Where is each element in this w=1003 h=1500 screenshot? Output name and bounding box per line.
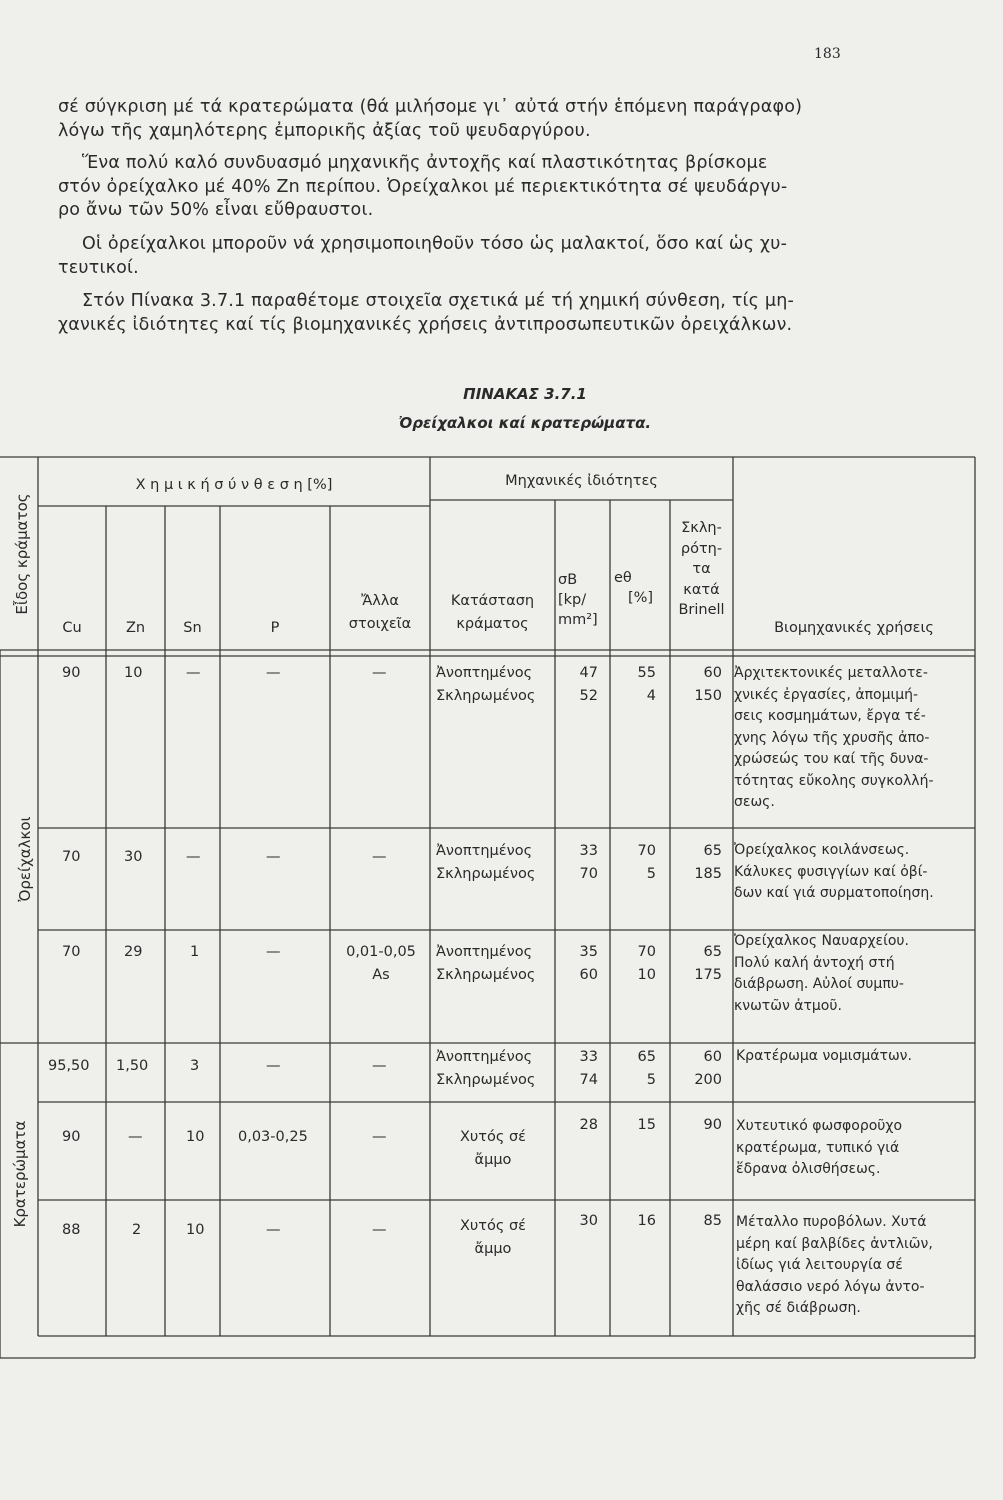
cell-sigma-line: 33 (579, 1049, 598, 1065)
cell-p: — (266, 1222, 281, 1238)
cell-elong (614, 840, 656, 885)
col-sigma-line: [kp/ (558, 592, 587, 608)
cell-elong-line: 4 (646, 687, 656, 704)
uses-line: Κάλυκες φυσιγγίων καί ὀβί- (734, 863, 928, 880)
paragraph (58, 96, 888, 143)
cell-cond (432, 1215, 554, 1260)
uses-line: Ἀρχιτεκτονικές μεταλλοτε- (734, 665, 928, 681)
cell-other: — (372, 1058, 387, 1074)
uses-line: ἕδρανα ὀλισθήσεως. (736, 1161, 881, 1177)
uses-line: διάβρωση. Αὐλοί συμπυ- (734, 976, 904, 992)
cell-hardness-line: 200 (694, 1071, 722, 1088)
col-sn: Sn (183, 620, 202, 636)
cell-cond-line: ἄμμο (474, 1151, 512, 1168)
cell-elong (614, 1046, 656, 1091)
table-title: ΠΙΝΑΚΑΣ 3.7.1 (463, 385, 587, 403)
cell-hardness (674, 840, 722, 885)
cell-hardness-line: 60 (703, 1049, 722, 1065)
uses-line: χρώσεώς του καί τῆς δυνα- (734, 751, 929, 767)
cell-other: — (372, 665, 387, 681)
cell-elong: 15 (637, 1117, 656, 1133)
col-other-line: Ἄλλα (361, 593, 399, 609)
uses-line: Ὀρείχαλκος Ναυαρχείου. (734, 933, 909, 949)
cell-zn: 30 (124, 849, 143, 865)
uses-line: Ὀρείχαλκος κοιλάνσεως. (734, 842, 910, 858)
col-hardness-line: Brinell (678, 602, 725, 618)
text-line: ρο ἄνω τῶν 50% εἶναι εὔθραυστοι. (58, 200, 374, 220)
cell-hardness-line: 150 (694, 687, 722, 704)
cell-cond (436, 840, 535, 885)
uses-line: χῆς σέ διάβρωση. (736, 1300, 861, 1316)
cell-cond (432, 1126, 554, 1171)
paragraph (58, 152, 888, 223)
text-line: στόν ὀρείχαλκο μέ 40% Zn περίπου. Ὀρείχαλκοι μέ περιεκτικότητα σέ ψευδάργυ- (58, 176, 788, 197)
cell-sigma-line: 60 (579, 966, 598, 983)
cell-elong-line: 70 (637, 944, 656, 960)
group-label-bronze: Κρατερώματα (11, 1120, 29, 1228)
cell-uses (734, 840, 974, 905)
group-label-brass: Ὀρείχαλκοι (16, 816, 34, 902)
cell-p: — (266, 849, 281, 865)
cell-uses (734, 931, 974, 1017)
cell-cond-line: Ἀνοπτημένος (436, 843, 533, 859)
cell-hardness-line: 60 (703, 665, 722, 681)
cell-elong (614, 941, 656, 986)
cell-hardness-line: 185 (694, 865, 722, 882)
cell-cu: 90 (62, 1129, 81, 1145)
cell-cond-line: Σκληρωμένος (436, 966, 536, 983)
cell-zn: 2 (132, 1222, 142, 1238)
col-sigma-line: mm²] (558, 612, 598, 628)
uses-line: Κρατέρωμα νομισμάτων. (736, 1048, 912, 1064)
col-sigma-line: σB (558, 572, 578, 588)
cell-zn: 10 (124, 665, 143, 681)
uses-line: δων καί γιά συρματοποίηση. (734, 885, 934, 901)
col-uses: Βιομηχανικές χρήσεις (774, 620, 934, 636)
text-line: λόγω τῆς χαμηλότερης ἐμπορικῆς ἀξίας τοῦ ψευδαργύρου. (58, 120, 591, 141)
cell-sn: 1 (190, 944, 200, 960)
cell-hardness: 90 (703, 1117, 722, 1133)
cell-cond-line: Σκληρωμένος (436, 1071, 536, 1088)
col-cu: Cu (62, 620, 82, 636)
table-subtitle: Ὀρείχαλκοι καί κρατερώματα. (398, 414, 652, 432)
cell-cond-line: ἄμμο (474, 1240, 512, 1257)
uses-line: κρατέρωμα, τυπικό γιά (736, 1139, 900, 1156)
cell-sigma-line: 35 (579, 944, 598, 960)
cell-cu: 70 (62, 944, 81, 960)
col-elong-line: eθ (614, 570, 632, 586)
col-hardness-line: κατά (683, 581, 720, 598)
text-line: σέ σύγκριση μέ τά κρατερώματα (θά μιλήσομε γι᾽ αὐτά στήν ἑπόμενη παράγραφο) (58, 97, 803, 117)
uses-line: Χυτευτικό φωσφοροῦχο (736, 1118, 903, 1134)
cell-other: — (372, 1129, 387, 1145)
type-header: Εἶδος κράματος (13, 493, 31, 615)
col-other-line: στοιχεῖα (348, 615, 412, 632)
uses-line: τότητας εὔκολης συγκολλή- (734, 772, 934, 789)
uses-line: ἰδίως γιά λειτουργία σέ (736, 1257, 903, 1273)
col-condition-line: κράματος (456, 615, 529, 632)
col-p: P (270, 620, 280, 636)
cell-cond (436, 662, 535, 707)
cell-hardness (674, 1046, 722, 1091)
cell-hardness: 85 (703, 1213, 722, 1229)
col-sigma (558, 570, 610, 630)
cell-sigma-line: 47 (579, 665, 598, 681)
cell-elong-line: 55 (637, 665, 656, 681)
uses-line: χνης λόγω τῆς χρυσῆς ἀπο- (734, 729, 930, 746)
cell-sn: 10 (186, 1129, 205, 1145)
cell-sn: 3 (190, 1058, 200, 1074)
text-line: Ἕνα πολύ καλό συνδυασμό μηχανικῆς ἀντοχῆς καί πλαστικότητας βρίσκομε (82, 153, 768, 173)
cell-elong-line: 5 (646, 865, 656, 882)
uses-line: σεις κοσμημάτων, ἔργα τέ- (734, 708, 926, 724)
col-hardness-line: τα (692, 561, 711, 577)
cell-elong-line: 70 (637, 843, 656, 859)
cell-uses (736, 1116, 974, 1181)
uses-line: σεως. (734, 794, 775, 810)
cell-hardness-line: 175 (694, 966, 722, 983)
cell-sigma (558, 1046, 598, 1091)
cell-other-line: 0,01-0,05 (346, 944, 416, 960)
col-other (330, 590, 430, 635)
text-line: χανικές ἰδιότητες καί τίς βιομηχανικές χρήσεις ἀντιπροσωπευτικῶν ὀρειχάλκων. (58, 314, 793, 335)
uses-line: θαλάσσιο νερό λόγω ἀντο- (736, 1278, 925, 1295)
col-condition (430, 590, 555, 635)
cell-hardness (674, 662, 722, 707)
cell-zn: 29 (124, 944, 143, 960)
col-hardness-line: Σκλη- (681, 520, 722, 536)
cell-cond (436, 1046, 535, 1091)
uses-line: Πολύ καλή ἀντοχή στή (734, 954, 895, 971)
cell-other-line: As (372, 966, 390, 983)
cell-uses (736, 1212, 974, 1320)
cell-p: — (266, 944, 281, 960)
cell-p: 0,03-0,25 (238, 1129, 308, 1145)
cell-zn: 1,50 (116, 1058, 149, 1074)
col-hardness-line: ρότη- (680, 540, 723, 557)
mech-header: Μηχανικές ἰδιότητες (505, 473, 658, 489)
cell-cu: 88 (62, 1222, 81, 1238)
cell-sigma (558, 941, 598, 986)
cell-cond-line: Χυτός σέ (459, 1129, 527, 1145)
cell-other: — (372, 1222, 387, 1238)
cell-elong-line: 10 (637, 966, 656, 983)
cell-sigma-line: 74 (579, 1071, 598, 1088)
uses-line: χνικές ἐργασίες, ἀπομιμή- (734, 686, 919, 703)
cell-uses (734, 663, 974, 814)
cell-hardness (674, 941, 722, 986)
cell-sigma: 30 (579, 1213, 598, 1229)
cell-p: — (266, 1058, 281, 1074)
cell-cond-line: Ἀνοπτημένος (436, 944, 533, 960)
text-line: Στόν Πίνακα 3.7.1 παραθέτομε στοιχεῖα σχετικά μέ τή χημική σύνθεση, τίς μη- (82, 291, 795, 311)
cell-elong (614, 662, 656, 707)
cell-elong-line: 65 (637, 1049, 656, 1065)
cell-cond-line: Ἀνοπτημένος (436, 665, 533, 681)
cell-p: — (266, 665, 281, 681)
cell-zn: — (128, 1129, 143, 1145)
cell-sigma (558, 662, 598, 707)
text-line: Οἱ ὀρείχαλκοι μποροῦν νά χρησιμοποιηθοῦν τόσο ὡς μαλακτοί, ὅσο καί ὡς χυ- (82, 234, 788, 254)
cell-other (332, 941, 430, 986)
cell-sn: — (186, 665, 201, 681)
cell-hardness-line: 65 (703, 944, 722, 960)
cell-cond (436, 941, 535, 986)
cell-sigma-line: 70 (579, 865, 598, 882)
cell-sn: — (186, 849, 201, 865)
chem-header: Χ η μ ι κ ή σ ύ ν θ ε σ η [%] (135, 477, 333, 493)
col-elong-line: [%] (628, 590, 654, 606)
text-line: τευτικοί. (58, 257, 139, 278)
uses-line: μέρη καί βαλβίδες ἀντλιῶν, (736, 1235, 933, 1252)
cell-cu: 90 (62, 665, 81, 681)
cell-cu: 95,50 (48, 1058, 90, 1074)
cell-uses (736, 1046, 976, 1068)
paragraph (58, 233, 888, 280)
cell-sigma-line: 52 (579, 687, 598, 704)
cell-sigma-line: 33 (579, 843, 598, 859)
cell-cond-line: Σκληρωμένος (436, 687, 536, 704)
cell-cond-line: Χυτός σέ (459, 1218, 527, 1234)
col-elong (614, 568, 670, 608)
cell-cu: 70 (62, 849, 81, 865)
cell-cond-line: Ἀνοπτημένος (436, 1049, 533, 1065)
cell-sigma (558, 840, 598, 885)
cell-elong: 16 (637, 1213, 656, 1229)
col-zn: Zn (125, 620, 146, 636)
uses-line: Μέταλλο πυροβόλων. Χυτά (736, 1214, 927, 1230)
cell-elong-line: 5 (646, 1071, 656, 1088)
col-condition-line: Κατάσταση (450, 593, 535, 609)
cell-sigma: 28 (579, 1117, 598, 1133)
cell-other: — (372, 849, 387, 865)
paragraph (58, 290, 888, 337)
cell-sn: 10 (186, 1222, 205, 1238)
cell-hardness-line: 65 (703, 843, 722, 859)
page-number: 183 (814, 46, 841, 62)
uses-line: κνωτῶν ἀτμοῦ. (734, 997, 842, 1014)
cell-cond-line: Σκληρωμένος (436, 865, 536, 882)
col-hardness (670, 518, 733, 621)
